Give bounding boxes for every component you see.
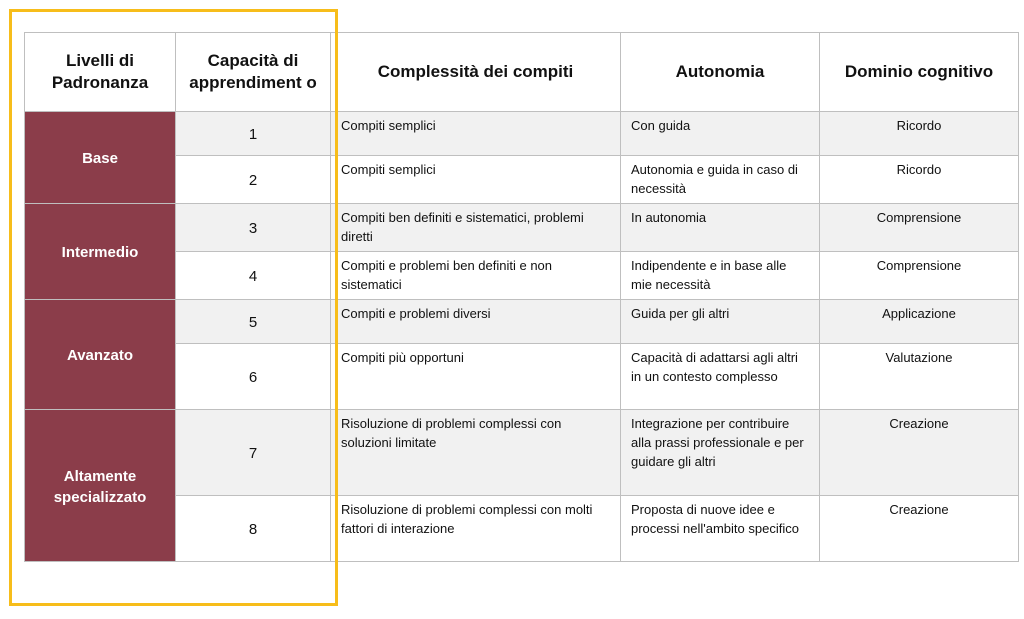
header-levels: Livelli di Padronanza xyxy=(25,33,176,112)
cognitive-cell: Valutazione xyxy=(820,344,1019,410)
complexity-cell: Compiti ben definiti e sistematici, problemi diretti xyxy=(331,204,621,252)
capacity-cell: 4 xyxy=(176,252,331,300)
table-row xyxy=(25,410,1019,496)
complexity-cell: Compiti semplici xyxy=(331,156,621,204)
autonomy-cell: Guida per gli altri xyxy=(621,300,820,344)
complexity-cell: Compiti e problemi diversi xyxy=(331,300,621,344)
complexity-cell: Compiti e problemi ben definiti e non sistematici xyxy=(331,252,621,300)
cognitive-cell: Comprensione xyxy=(820,252,1019,300)
table-row xyxy=(25,112,1019,156)
autonomy-cell: Autonomia e guida in caso di necessità xyxy=(621,156,820,204)
competency-table xyxy=(24,32,1019,562)
capacity-cell: 1 xyxy=(176,112,331,156)
table-row xyxy=(25,300,1019,344)
table-row xyxy=(25,204,1019,252)
capacity-cell: 2 xyxy=(176,156,331,204)
complexity-cell: Risoluzione di problemi complessi con molti fattori di interazione xyxy=(331,496,621,562)
capacity-cell: 7 xyxy=(176,410,331,496)
capacity-cell: 3 xyxy=(176,204,331,252)
autonomy-cell: Integrazione per contribuire alla prassi professionale e per guidare gli altri xyxy=(621,410,820,496)
complexity-cell: Compiti semplici xyxy=(331,112,621,156)
cognitive-cell: Ricordo xyxy=(820,112,1019,156)
autonomy-cell: Con guida xyxy=(621,112,820,156)
complexity-cell: Risoluzione di problemi complessi con soluzioni limitate xyxy=(331,410,621,496)
capacity-cell: 6 xyxy=(176,344,331,410)
autonomy-cell: Indipendente e in base alle mie necessità xyxy=(621,252,820,300)
header-complexity: Complessità dei compiti xyxy=(331,33,621,112)
autonomy-cell: In autonomia xyxy=(621,204,820,252)
cognitive-cell: Creazione xyxy=(820,496,1019,562)
level-altamente-specializzato: Altamente specializzato xyxy=(25,410,176,562)
header-cognitive: Dominio cognitivo xyxy=(820,33,1019,112)
header-autonomy: Autonomia xyxy=(621,33,820,112)
cognitive-cell: Creazione xyxy=(820,410,1019,496)
autonomy-cell: Capacità di adattarsi agli altri in un contesto complesso xyxy=(621,344,820,410)
header-row xyxy=(25,33,1019,112)
cognitive-cell: Ricordo xyxy=(820,156,1019,204)
level-base: Base xyxy=(25,112,176,204)
header-capacity: Capacità di apprendiment o xyxy=(176,33,331,112)
level-avanzato: Avanzato xyxy=(25,300,176,410)
autonomy-cell: Proposta di nuove idee e processi nell'ambito specifico xyxy=(621,496,820,562)
capacity-cell: 5 xyxy=(176,300,331,344)
capacity-cell: 8 xyxy=(176,496,331,562)
cognitive-cell: Applicazione xyxy=(820,300,1019,344)
level-intermedio: Intermedio xyxy=(25,204,176,300)
cognitive-cell: Comprensione xyxy=(820,204,1019,252)
complexity-cell: Compiti più opportuni xyxy=(331,344,621,410)
